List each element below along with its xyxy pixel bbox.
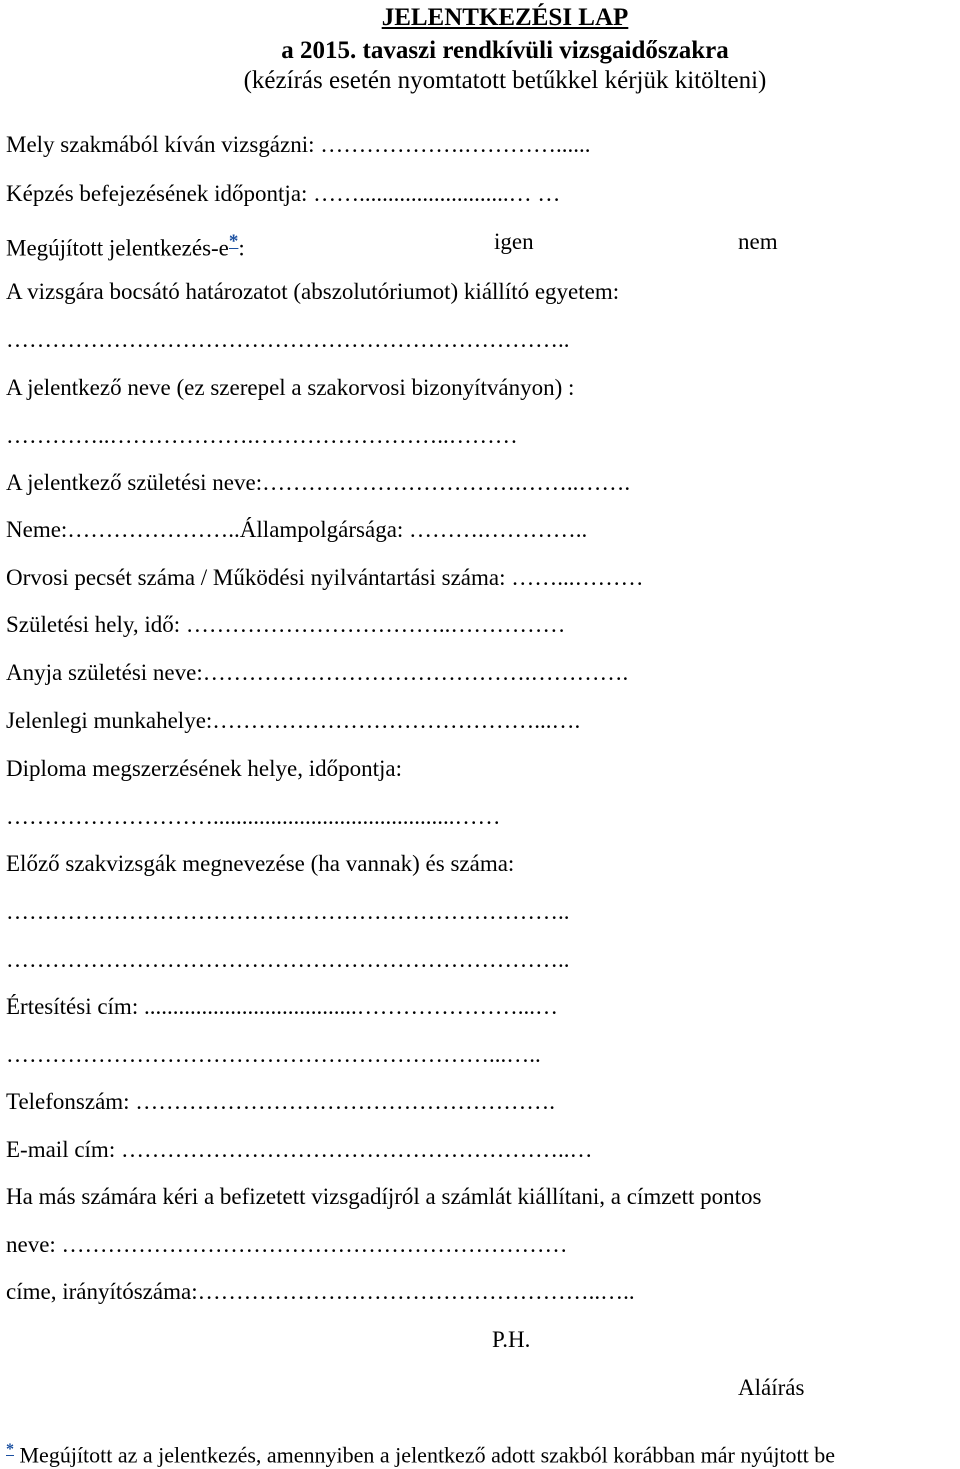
option-no[interactable]: nem bbox=[738, 229, 778, 254]
field-profession[interactable]: Mely szakmából kíván vizsgázni: ……………….…………...... bbox=[6, 132, 591, 157]
field-invoice-name[interactable]: neve: ………………………………………………………… bbox=[6, 1232, 568, 1257]
form-title: JELENTKEZÉSI LAP bbox=[381, 4, 629, 31]
name-label: A jelentkező neve (ez szerepel a szakorvosi bizonyítványon) : bbox=[6, 375, 575, 400]
field-diploma[interactable]: ………………………..........................................…… bbox=[6, 804, 501, 829]
field-renewed-application bbox=[6, 228, 245, 263]
field-training-end-date[interactable]: Képzés befejezésének időpontja: ……..........................… … bbox=[6, 181, 561, 206]
option-yes[interactable]: igen bbox=[494, 229, 534, 254]
renewed-colon: : bbox=[238, 235, 245, 261]
diploma-label: Diploma megszerzésének helye, időpontja: bbox=[6, 756, 402, 781]
field-email[interactable]: E-mail cím: …………………………………………………..… bbox=[6, 1137, 593, 1162]
footnote-asterisk: * bbox=[6, 1441, 14, 1458]
previous-exams-label: Előző szakvizsgák megnevezése (ha vannak) és száma: bbox=[6, 851, 515, 876]
field-birth-place-date[interactable]: Születési hely, idő: ……………………………..…………… bbox=[6, 612, 566, 637]
field-university[interactable]: ……………………………………………………………….. bbox=[6, 327, 570, 352]
field-previous-exams-1[interactable]: ……………………………………………………………….. bbox=[6, 899, 570, 924]
field-mother-name[interactable]: Anyja születési neve:…………………………………….…………. bbox=[6, 660, 629, 685]
form-subtitle: a 2015. tavaszi rendkívüli vizsgaidőszakra bbox=[281, 37, 729, 64]
field-birth-name[interactable]: A jelentkező születési neve:…………………………….……..……. bbox=[6, 470, 631, 495]
field-name[interactable]: …………..……………….……………………..……… bbox=[6, 423, 518, 448]
signature-label: Aláírás bbox=[738, 1375, 805, 1400]
footnote-text: Megújított az a jelentkezés, amennyiben a jelentkező adott szakból korábban már nyújtott be bbox=[19, 1442, 836, 1468]
field-invoice-address[interactable]: címe, irányítószáma:……………………………………………..….. bbox=[6, 1279, 635, 1304]
footnote bbox=[6, 1436, 835, 1469]
field-workplace[interactable]: Jelenlegi munkahelye:……………………………………...…. bbox=[6, 708, 581, 733]
renewed-label: Megújított jelentkezés-e bbox=[6, 235, 229, 261]
university-label: A vizsgára bocsátó határozatot (abszolutóriumot) kiállító egyetem: bbox=[6, 279, 620, 304]
field-phone[interactable]: Telefonszám: ………………………………………………. bbox=[6, 1089, 556, 1114]
field-gender-citizenship[interactable]: Neme:…………………..Állampolgársága: ……….………….. bbox=[6, 517, 588, 542]
field-notification-address-2[interactable]: ………………………………………………………...….. bbox=[6, 1042, 541, 1067]
stamp-placeholder: P.H. bbox=[492, 1327, 531, 1352]
form-instruction-note: (kézírás esetén nyomtatott betűkkel kérjük kitölteni) bbox=[243, 67, 767, 94]
invoice-label: Ha más számára kéri a befizetett vizsgadíjról a számlát kiállítani, a címzett pontos bbox=[6, 1184, 762, 1209]
field-stamp-number[interactable]: Orvosi pecsét száma / Működési nyilvántartási száma: ……...……… bbox=[6, 565, 644, 590]
field-previous-exams-2[interactable]: ……………………………………………………………….. bbox=[6, 947, 570, 972]
asterisk-marker: * bbox=[228, 231, 239, 252]
field-notification-address[interactable]: Értesítési cím: .....................................…………………...… bbox=[6, 994, 558, 1019]
